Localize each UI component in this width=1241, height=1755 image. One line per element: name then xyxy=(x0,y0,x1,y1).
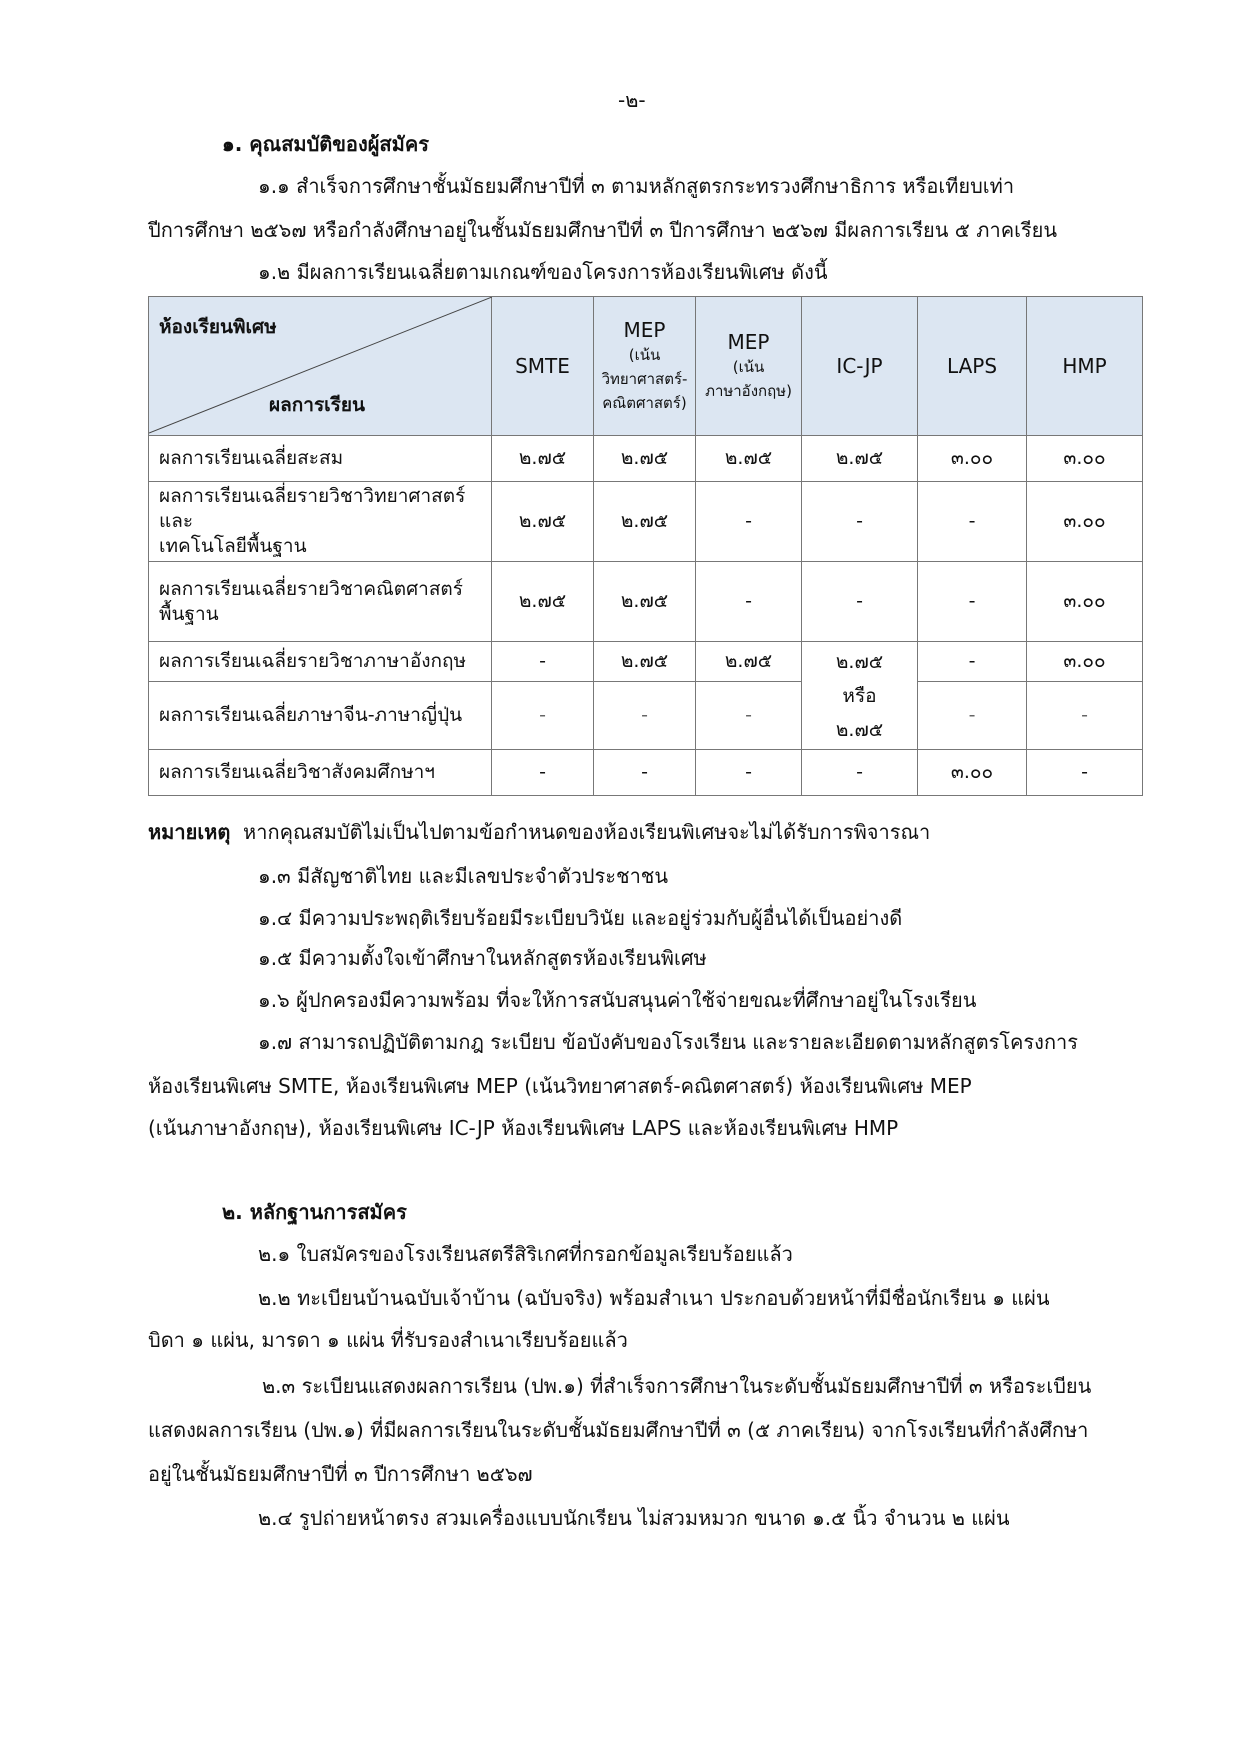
cell: ๒.๗๕ xyxy=(594,562,696,642)
cell: ๒.๗๕ xyxy=(696,642,802,682)
cell: - xyxy=(594,682,696,750)
item-1-7-line1: ๑.๗ สามารถปฏิบัติตามกฎ ระเบียบ ข้อบังคับของโรงเรียน และรายละเอียดตามหลักสูตรโครงการ xyxy=(258,1030,1079,1054)
table-row xyxy=(149,642,1143,682)
cell: ๒.๗๕ xyxy=(492,436,594,482)
cell: - xyxy=(802,750,918,796)
section1-title: ๑. คุณสมบัติของผู้สมัคร xyxy=(222,132,429,156)
page-number: -๒- xyxy=(618,88,646,112)
cell: - xyxy=(918,482,1027,562)
item-1-4: ๑.๔ มีความประพฤติเรียบร้อยมีระเบียบวินัย และอยู่ร่วมกับผู้อื่นได้เป็นอย่างดี xyxy=(258,906,903,930)
note-label: หมายเหตุ xyxy=(148,820,231,844)
header-mep-eng: MEP (เน้น ภาษาอังกฤษ) xyxy=(696,297,802,436)
cell: - xyxy=(918,682,1027,750)
header-laps: LAPS xyxy=(918,297,1027,436)
item-1-1-line1: ๑.๑ สำเร็จการศึกษาชั้นมัธยมศึกษาปีที่ ๓ ตามหลักสูตรกระทรวงศึกษาธิการ หรือเทียบเท่า xyxy=(258,174,1015,198)
row-label: ผลการเรียนเฉลี่ยวิชาสังคมศึกษาฯ xyxy=(149,750,492,796)
item-2-3-line2: แสดงผลการเรียน (ปพ.๑) ที่มีผลการเรียนในระดับชั้นมัธยมศึกษาปีที่ ๓ (๕ ภาคเรียน) จากโรงเรียนที่กำลังศึกษา xyxy=(148,1418,1089,1442)
cell: - xyxy=(918,562,1027,642)
table-row xyxy=(149,562,1143,642)
corner-top-label: ห้องเรียนพิเศษ xyxy=(159,316,277,338)
cell: ๒.๗๕ xyxy=(492,562,594,642)
row-label: ผลการเรียนเฉลี่ยสะสม xyxy=(149,436,492,482)
cell: - xyxy=(696,482,802,562)
item-1-2: ๑.๒ มีผลการเรียนเฉลี่ยตามเกณฑ์ของโครงการห้องเรียนพิเศษ ดังนี้ xyxy=(258,260,828,284)
cell: ๒.๗๕ xyxy=(594,642,696,682)
item-1-5: ๑.๕ มีความตั้งใจเข้าศึกษาในหลักสูตรห้องเรียนพิเศษ xyxy=(258,946,707,970)
cell: - xyxy=(918,642,1027,682)
cell: ๓.๐๐ xyxy=(918,436,1027,482)
cell: - xyxy=(492,750,594,796)
item-1-7-line2: ห้องเรียนพิเศษ SMTE, ห้องเรียนพิเศษ MEP (เน้นวิทยาศาสตร์-คณิตศาสตร์) ห้องเรียนพิเศษ MEP xyxy=(148,1074,972,1098)
cell: ๓.๐๐ xyxy=(1027,562,1143,642)
table-row xyxy=(149,750,1143,796)
item-1-6: ๑.๖ ผู้ปกครองมีความพร้อม ที่จะให้การสนับสนุนค่าใช้จ่ายขณะที่ศึกษาอยู่ในโรงเรียน xyxy=(258,988,977,1012)
corner-bottom-label: ผลการเรียน xyxy=(269,394,365,416)
header-mep-sci: MEP (เน้น วิทยาศาสตร์- คณิตศาสตร์) xyxy=(594,297,696,436)
criteria-table xyxy=(148,296,1143,796)
cell: ๓.๐๐ xyxy=(1027,642,1143,682)
cell: - xyxy=(1027,750,1143,796)
cell: ๒.๗๕ xyxy=(594,482,696,562)
cell: ๒.๗๕ xyxy=(594,436,696,482)
icjp-merged-cell: ๒.๗๕ หรือ ๒.๗๕ xyxy=(802,642,918,750)
cell: - xyxy=(696,562,802,642)
cell: - xyxy=(1027,682,1143,750)
cell: ๓.๐๐ xyxy=(1027,482,1143,562)
item-2-3-line3: อยู่ในชั้นมัธยมศึกษาปีที่ ๓ ปีการศึกษา ๒๕๖๗ xyxy=(148,1462,533,1486)
cell: - xyxy=(696,682,802,750)
table-row xyxy=(149,682,1143,750)
item-2-1: ๒.๑ ใบสมัครของโรงเรียนสตรีสิริเกศที่กรอกข้อมูลเรียบร้อยแล้ว xyxy=(258,1242,793,1266)
note xyxy=(148,818,930,846)
cell: - xyxy=(802,482,918,562)
item-1-1-line2: ปีการศึกษา ๒๕๖๗ หรือกำลังศึกษาอยู่ในชั้นมัธยมศึกษาปีที่ ๓ ปีการศึกษา ๒๕๖๗ มีผลการเรียน ๕ ภาคเรียน xyxy=(148,218,1058,242)
cell: - xyxy=(802,562,918,642)
header-smte: SMTE xyxy=(492,297,594,436)
note-text: หากคุณสมบัติไม่เป็นไปตามข้อกำหนดของห้องเรียนพิเศษจะไม่ได้รับการพิจารณา xyxy=(243,820,931,844)
cell: - xyxy=(696,750,802,796)
item-2-2-line1: ๒.๒ ทะเบียนบ้านฉบับเจ้าบ้าน (ฉบับจริง) พร้อมสำเนา ประกอบด้วยหน้าที่มีชื่อนักเรียน ๑ แผ่น xyxy=(258,1286,1050,1310)
item-2-2-line2: บิดา ๑ แผ่น, มารดา ๑ แผ่น ที่รับรองสำเนาเรียบร้อยแล้ว xyxy=(148,1328,628,1352)
cell: ๓.๐๐ xyxy=(918,750,1027,796)
cell: - xyxy=(594,750,696,796)
cell: ๒.๗๕ xyxy=(492,482,594,562)
item-2-4: ๒.๔ รูปถ่ายหน้าตรง สวมเครื่องแบบนักเรียน ไม่สวมหมวก ขนาด ๑.๕ นิ้ว จำนวน ๒ แผ่น xyxy=(258,1506,1010,1530)
item-1-3: ๑.๓ มีสัญชาติไทย และมีเลขประจำตัวประชาชน xyxy=(258,864,669,888)
row-label: ผลการเรียนเฉลี่ยรายวิชาวิทยาศาสตร์และ เทคโนโลยีพื้นฐาน xyxy=(149,482,492,562)
item-1-7-line3: (เน้นภาษาอังกฤษ), ห้องเรียนพิเศษ IC-JP ห้องเรียนพิเศษ LAPS และห้องเรียนพิเศษ HMP xyxy=(148,1116,899,1140)
cell: ๒.๗๕ xyxy=(696,436,802,482)
cell: ๒.๗๕ xyxy=(802,436,918,482)
row-label: ผลการเรียนเฉลี่ยรายวิชาคณิตศาสตร์ พื้นฐาน xyxy=(149,562,492,642)
row-label: ผลการเรียนเฉลี่ยรายวิชาภาษาอังกฤษ xyxy=(149,642,492,682)
header-hmp: HMP xyxy=(1027,297,1143,436)
header-icjp: IC-JP xyxy=(802,297,918,436)
cell: - xyxy=(492,642,594,682)
item-2-3-line1: ๒.๓ ระเบียนแสดงผลการเรียน (ปพ.๑) ที่สำเร็จการศึกษาในระดับชั้นมัธยมศึกษาปีที่ ๓ หรือระเบียน xyxy=(262,1374,1092,1398)
section2-title: ๒. หลักฐานการสมัคร xyxy=(222,1200,407,1224)
row-label: ผลการเรียนเฉลี่ยภาษาจีน-ภาษาญี่ปุ่น xyxy=(149,682,492,750)
cell: - xyxy=(492,682,594,750)
table-row xyxy=(149,482,1143,562)
cell: ๓.๐๐ xyxy=(1027,436,1143,482)
corner-header xyxy=(149,297,492,436)
table-row xyxy=(149,436,1143,482)
